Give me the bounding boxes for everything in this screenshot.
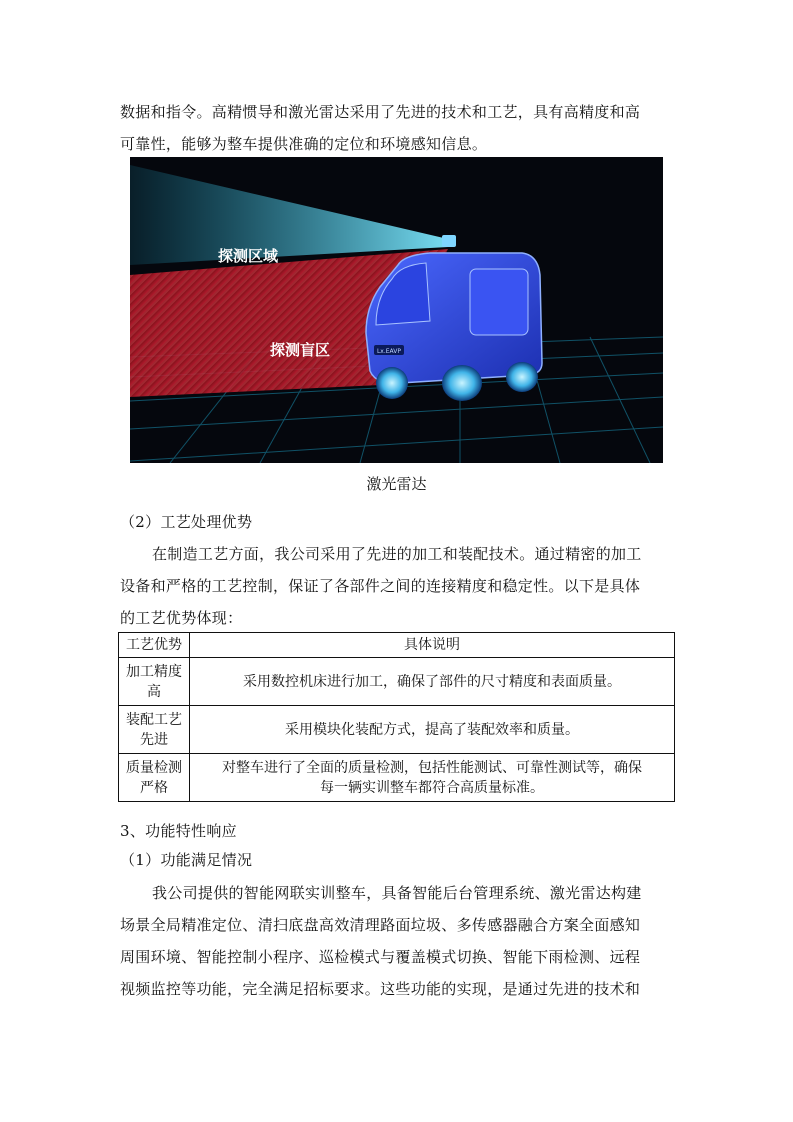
rear-wheel: [506, 362, 538, 392]
table-cell-description: 采用模块化装配方式，提高了装配效率和质量。: [190, 706, 675, 754]
table-cell-description: 采用数控机床进行加工，确保了部件的尺寸精度和表面质量。: [190, 658, 675, 706]
table-row: [119, 658, 675, 706]
vehicle-badge-text: Lx.EAVP: [376, 348, 402, 355]
lidar-illustration: [130, 157, 663, 463]
table-header-advantage: 工艺优势: [119, 633, 190, 658]
intro-line-1: 数据和指令。高精惯导和激光雷达采用了先进的技术和工艺，具有高精度和高: [120, 103, 641, 121]
table-cell-description: 对整车进行了全面的质量检测，包括性能测试、可靠性测试等，确保 每一辆实训整车都符合高质量标准。: [190, 754, 675, 802]
lidar-figure: [130, 157, 663, 463]
section-process-heading: （2）工艺处理优势: [120, 513, 253, 531]
table-header-description: 具体说明: [190, 633, 675, 658]
label-detect-area: 探测区域: [218, 247, 279, 265]
section-function-line-2: 场景全局精准定位、清扫底盘高效清理路面垃圾、多传感器融合方案全面感知: [120, 916, 641, 934]
section-process-line-2: 设备和严格的工艺控制，保证了各部件之间的连接精度和稳定性。以下是具体: [120, 577, 641, 595]
section-function-subheading: （1）功能满足情况: [120, 851, 253, 869]
front-wheel-left: [376, 367, 408, 399]
table-cell-advantage: 质量检测 严格: [119, 754, 190, 802]
label-blind-area: 探测盲区: [270, 341, 331, 359]
vehicle-window-side: [470, 269, 528, 335]
detection-beam: [130, 165, 448, 265]
section-process-line-1: 在制造工艺方面，我公司采用了先进的加工和装配技术。通过精密的加工: [152, 545, 642, 563]
figure-caption: 激光雷达: [366, 475, 427, 493]
process-advantages-table: [118, 632, 675, 802]
section-process-line-3: 的工艺优势体现：: [120, 609, 243, 627]
table-header-row: [119, 633, 675, 658]
lidar-sensor: [442, 235, 456, 247]
section-function-heading: 3、功能特性响应: [120, 822, 237, 840]
section-function-line-4: 视频监控等功能，完全满足招标要求。这些功能的实现，是通过先进的技术和: [120, 980, 641, 998]
table-cell-advantage: 装配工艺 先进: [119, 706, 190, 754]
section-function-line-1: 我公司提供的智能网联实训整车，具备智能后台管理系统、激光雷达构建: [152, 884, 642, 902]
front-wheel: [442, 365, 482, 401]
table-cell-advantage: 加工精度 高: [119, 658, 190, 706]
intro-line-2: 可靠性，能够为整车提供准确的定位和环境感知信息。: [120, 135, 488, 153]
table-row: [119, 754, 675, 802]
section-function-line-3: 周围环境、智能控制小程序、巡检模式与覆盖模式切换、智能下雨检测、远程: [120, 948, 641, 966]
table-row: [119, 706, 675, 754]
